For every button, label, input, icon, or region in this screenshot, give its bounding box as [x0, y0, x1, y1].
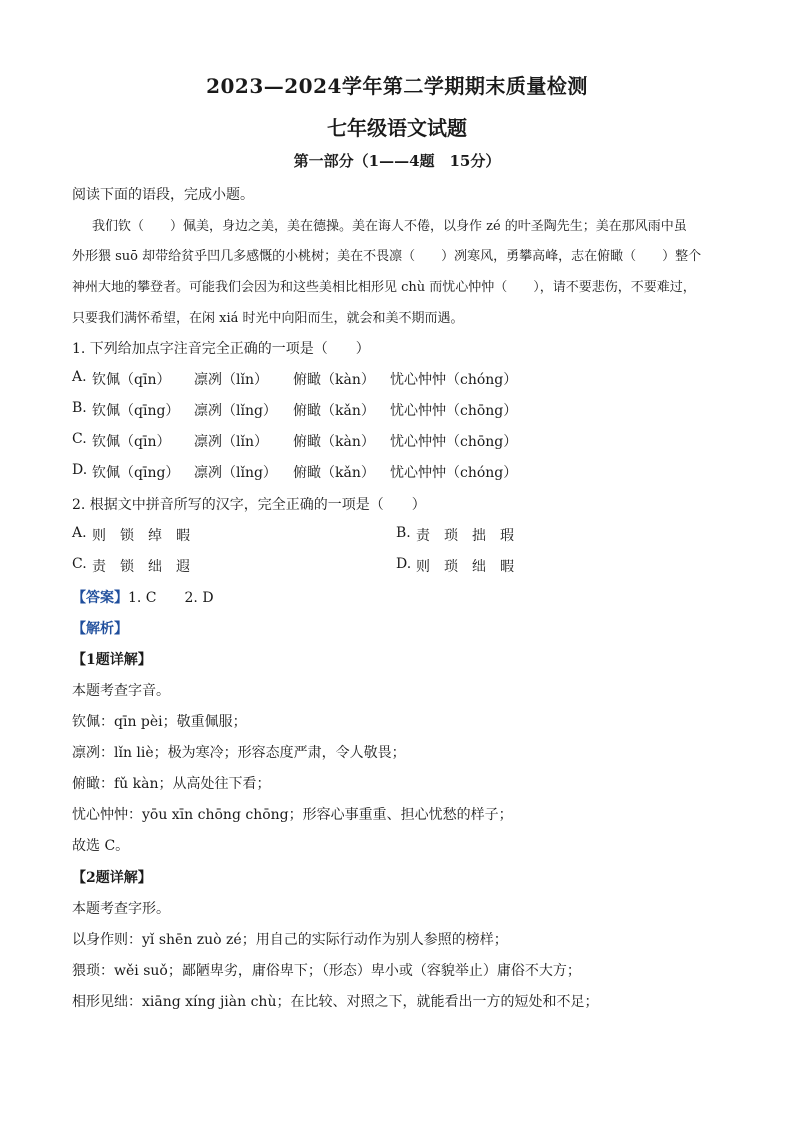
answer-line — [72, 587, 214, 607]
detail-2-line: 相形见绌：xiāng xíng jiàn chù；在比较、对照之下，就能看出一方的短处和不足； — [72, 994, 599, 1010]
option-text: 责 锁 绌 遐 — [92, 559, 190, 575]
detail-1-line: 俯瞰：fǔ kàn；从高处往下看； — [72, 776, 271, 792]
option-letter: C. — [72, 556, 87, 572]
option-item: 凛冽（lǐn） — [194, 372, 268, 388]
option-item: 凛冽（lǐng） — [194, 403, 277, 419]
option-item: 忧心忡忡（chóng） — [390, 465, 518, 481]
instruction-text: 阅读下面的语段，完成小题。 — [72, 187, 254, 203]
option-item: 凛冽（lǐng） — [194, 465, 277, 481]
detail-1-line: 忧心忡忡：yōu xīn chōng chōng；形容心事重重、担心忧愁的样子； — [72, 807, 513, 823]
answer-text: 1. C 2. D — [128, 590, 214, 606]
option-letter: B. — [72, 400, 87, 416]
answer-label: 【答案】 — [72, 590, 128, 606]
option-item: 忧心忡忡（chóng） — [390, 372, 518, 388]
option-letter: C. — [72, 431, 87, 447]
option-letter: B. — [396, 525, 411, 541]
option-item: 俯瞰（kàn） — [293, 372, 375, 388]
exam-title: 2023—2024学年第二学期期末质量检测 — [206, 74, 588, 98]
option-item: 忧心忡忡（chōng） — [390, 403, 518, 419]
option-letter: D. — [72, 462, 88, 478]
analysis-label: 【解析】 — [72, 621, 128, 637]
option-item: 凛冽（lǐn） — [194, 434, 268, 450]
detail-1-line: 故选 C。 — [72, 838, 130, 854]
detail-1-line: 凛冽：lǐn liè；极为寒冷；形容态度严肃，令人敬畏； — [72, 745, 406, 761]
passage-line-2: 外形猥 suō 却带给贫乎凹几多感慨的小桃树；美在不畏凛（ ）冽寒风，勇攀高峰，志在俯瞰（ ）整个 — [72, 249, 702, 264]
passage-line-4: 只要我们满怀希望，在闲 xiá 时光中向阳而生，就会和美不期而遇。 — [72, 311, 464, 326]
detail-2-line: 本题考查字形。 — [72, 901, 170, 917]
option-text: 则 锁 绰 暇 — [92, 528, 190, 544]
detail-1-label: 【1题详解】 — [72, 652, 152, 668]
option-item: 俯瞰（kǎn） — [293, 465, 375, 481]
option-text: 则 琐 绌 暇 — [416, 559, 514, 575]
exam-subtitle: 七年级语文试题 — [327, 116, 467, 140]
question-2-stem: 2. 根据文中拼音所写的汉字，完全正确的一项是（ ） — [72, 497, 426, 513]
option-text: 责 琐 拙 瑕 — [416, 528, 514, 544]
passage-line-3: 神州大地的攀登者。可能我们会因为和这些美相比相形见 chù 而忧心忡忡（ ），请不要悲伤，不要难过， — [72, 280, 696, 295]
detail-2-line: 猥琐：wěi suǒ；鄙陋卑劣，庸俗卑下；（形态）卑小或（容貌举止）庸俗不大方； — [72, 963, 581, 979]
option-item: 俯瞰（kǎn） — [293, 403, 375, 419]
option-letter: A. — [72, 525, 87, 541]
option-item: 俯瞰（kàn） — [293, 434, 375, 450]
option-item: 钦佩（qīn） — [92, 372, 171, 388]
detail-2-line: 以身作则：yǐ shēn zuò zé；用自己的实际行动作为别人参照的榜样； — [72, 932, 508, 948]
passage-line-1: 我们钦（ ）佩美，身边之美，美在德操。美在诲人不倦，以身作 zé 的叶圣陶先生；美在那风雨中虽 — [92, 219, 687, 234]
section-heading: 第一部分（1——4题 15分） — [293, 152, 501, 170]
option-letter: A. — [72, 369, 87, 385]
option-item: 钦佩（qīng） — [92, 403, 180, 419]
option-item: 钦佩（qīng） — [92, 465, 180, 481]
detail-1-line: 钦佩：qīn pèi；敬重佩服； — [72, 714, 247, 730]
option-item: 钦佩（qīn） — [92, 434, 171, 450]
question-1-stem: 1. 下列给加点字注音完全正确的一项是（ ） — [72, 341, 370, 357]
option-letter: D. — [396, 556, 412, 572]
detail-1-line: 本题考查字音。 — [72, 683, 170, 699]
detail-2-label: 【2题详解】 — [72, 870, 152, 886]
option-item: 忧心忡忡（chōng） — [390, 434, 518, 450]
